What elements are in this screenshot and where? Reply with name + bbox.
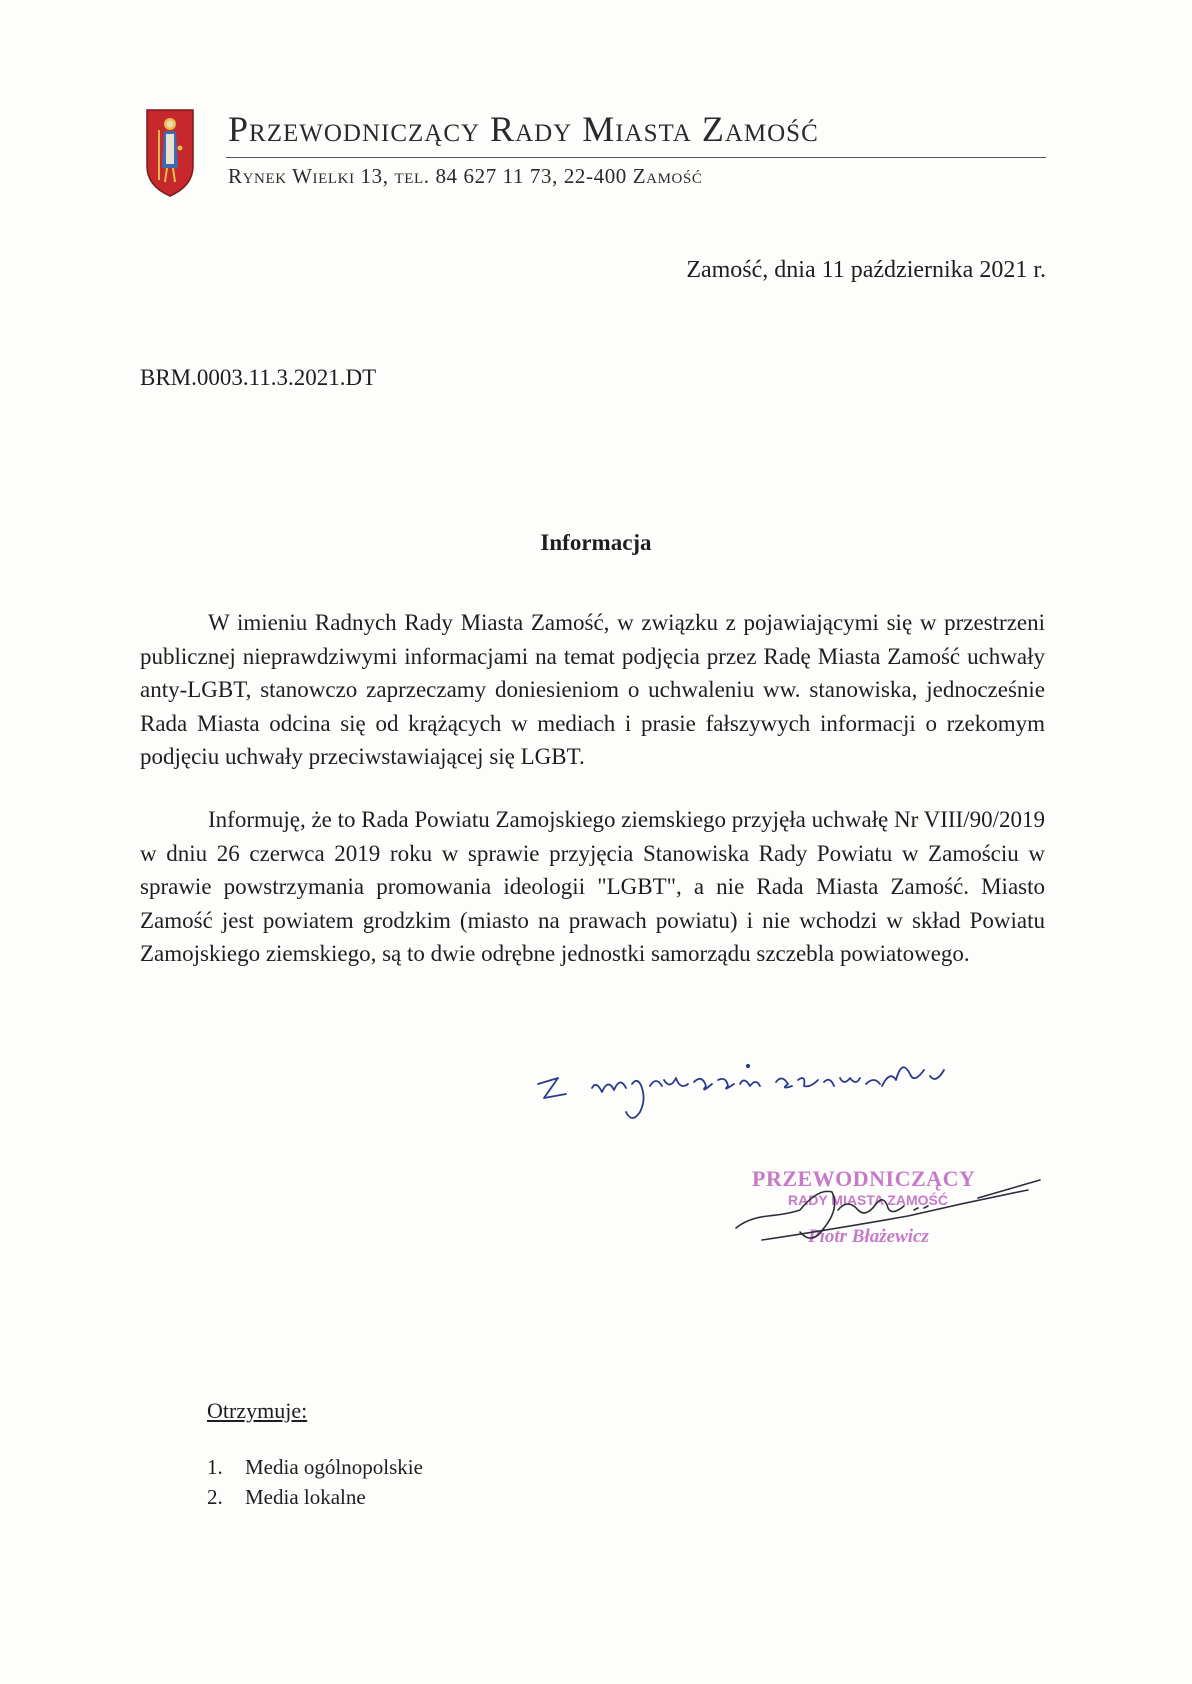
- paragraph-text: Informuję, że to Rada Powiatu Zamojskiego ziemskiego przyjęła uchwałę Nr VIII/90/2019 w dniu 26 czerwca 2019 roku w sprawie przyjęcia Stanowiska Rady Powiatu w Zamościu w sprawie powstrzymania promowania ideologii "LGBT", a nie Rada Miasta Zamość. Miasto Zamość jest powiatem grodzkim (miasto na prawach powiatu) i nie wchodzi w skład Powiatu Zamojskiego ziemskiego, są to dwie odrębne jednostki samorządu szczebla powiatowego.: [140, 807, 1045, 966]
- letterhead-title: Przewodniczący Rady Miasta Zamość: [228, 109, 819, 149]
- list-item: [207, 1482, 423, 1512]
- coat-of-arms-icon: [145, 108, 195, 198]
- letterhead-address: Rynek Wielki 13, tel. 84 627 11 73, 22-400 Zamość: [228, 164, 703, 188]
- signature: [728, 1158, 1048, 1258]
- list-label: Media ogólnopolskie: [245, 1455, 423, 1479]
- letterhead-rule: [226, 157, 1046, 158]
- paragraph-text: W imieniu Radnych Rady Miasta Zamość, w związku z pojawiającymi się w przestrzeni publicznej nieprawdziwymi informacjami na temat podjęcia przez Radę Miasta Zamość uchwały anty-LGBT, stanowczo zaprzeczamy doniesieniom o uchwaleniu ww. stanowiska, jednocześnie Rada Miasta odcina się od krążących w mediach i prasie fałszywych informacji o rzekomym podjęciu uchwały przeciwstawiającej się LGBT.: [140, 610, 1045, 769]
- stamp-title: PRZEWODNICZĄCY: [752, 1166, 976, 1191]
- recipients-list: [207, 1452, 423, 1512]
- handwritten-closing: [530, 1040, 1000, 1140]
- reference-number: BRM.0003.11.3.2021.DT: [140, 365, 377, 390]
- recipients-heading: Otrzymuje:: [207, 1398, 308, 1423]
- list-label: Media lokalne: [245, 1485, 366, 1509]
- stamp-name: Piotr Błażewicz: [808, 1226, 929, 1247]
- stamp-office: RADY MIASTA ZAMOŚĆ: [788, 1192, 948, 1208]
- list-number: 1.: [207, 1455, 223, 1479]
- list-item: [207, 1452, 423, 1482]
- list-number: 2.: [207, 1485, 223, 1509]
- body-paragraph-2: [140, 803, 1045, 971]
- official-stamp: [728, 1158, 1048, 1258]
- body-paragraph-1: [140, 606, 1045, 774]
- document-title: Informacja: [540, 530, 652, 555]
- letter-date: Zamość, dnia 11 października 2021 r.: [686, 257, 1046, 283]
